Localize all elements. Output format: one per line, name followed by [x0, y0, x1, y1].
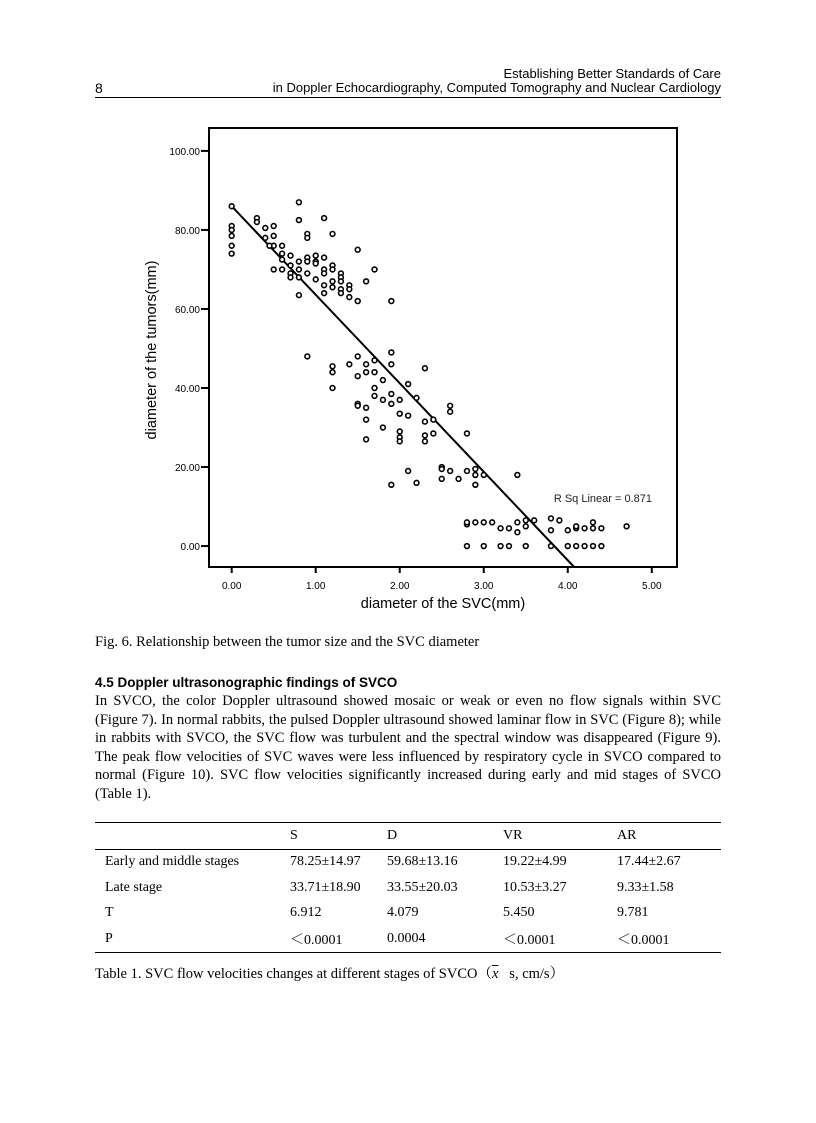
section-heading: 4.5 Doppler ultrasonographic findings of SVCO — [95, 675, 398, 690]
data-point — [490, 520, 495, 525]
data-point — [347, 295, 352, 300]
table-cell: 33.55±20.03 — [387, 879, 458, 895]
data-point — [465, 469, 470, 474]
data-point — [381, 397, 386, 402]
table-caption — [95, 962, 564, 983]
data-point — [280, 243, 285, 248]
data-point — [591, 544, 596, 549]
data-point — [305, 271, 310, 276]
data-table — [95, 822, 721, 953]
data-point — [591, 526, 596, 531]
data-point — [322, 216, 327, 221]
table-header — [95, 823, 290, 850]
data-point — [364, 417, 369, 422]
data-point — [297, 267, 302, 272]
x-tick-label: 5.00 — [642, 581, 662, 592]
table-cell: Late stage — [105, 879, 163, 895]
data-point — [297, 218, 302, 223]
data-point — [263, 235, 268, 240]
x-tick-label: 2.00 — [389, 581, 410, 592]
table-row — [95, 875, 721, 901]
data-point — [355, 374, 360, 379]
data-point — [431, 431, 436, 436]
data-point — [372, 370, 377, 375]
y-tick-label: 20.00 — [174, 463, 200, 475]
data-point — [439, 467, 444, 472]
data-point — [456, 476, 461, 481]
data-point — [565, 528, 570, 533]
data-point — [565, 544, 570, 549]
x-tick-label: 1.00 — [305, 581, 326, 592]
table-cell: 10.53±3.27 — [503, 879, 567, 895]
table-row — [95, 901, 721, 927]
data-point — [355, 354, 360, 359]
data-point — [229, 204, 234, 209]
data-point — [582, 544, 587, 549]
data-point — [465, 520, 470, 525]
data-point — [229, 233, 234, 238]
y-tick-label: 40.00 — [174, 384, 200, 396]
table-cell: 19.22±4.99 — [503, 854, 567, 870]
data-point — [498, 544, 503, 549]
y-axis-label: diameter of the tumors(mm) — [144, 260, 160, 440]
x-tick-label: 4.00 — [558, 581, 578, 592]
data-point — [481, 473, 486, 478]
table-header: S — [290, 827, 298, 843]
data-point — [330, 279, 335, 284]
x-axis-label: diameter of the SVC(mm) — [360, 596, 526, 612]
data-point — [364, 279, 369, 284]
data-point — [297, 200, 302, 205]
data-point — [465, 431, 470, 436]
data-point — [481, 520, 486, 525]
data-point — [288, 263, 293, 268]
data-point — [280, 251, 285, 256]
data-point — [549, 516, 554, 521]
data-point — [372, 386, 377, 391]
table-cell: T — [105, 905, 114, 921]
table-cell: 59.68±13.16 — [387, 854, 458, 870]
table-cell: 6.912 — [290, 905, 322, 921]
figure-caption: Fig. 6. Relationship between the tumor size and the SVC diameter — [95, 634, 480, 650]
x-tick-label: 3.00 — [474, 581, 494, 592]
data-point — [355, 247, 360, 252]
data-point — [397, 411, 402, 416]
table-cell: P — [105, 930, 113, 946]
data-point — [372, 267, 377, 272]
data-point — [473, 520, 478, 525]
data-point — [280, 267, 285, 272]
table-header: AR — [617, 827, 637, 843]
data-point — [339, 291, 344, 296]
table-caption-text: Table 1. SVC flow velocities changes at different stages of SVCO（ — [95, 966, 492, 982]
data-point — [473, 482, 478, 487]
data-point — [330, 370, 335, 375]
data-point — [229, 251, 234, 256]
data-point — [263, 226, 268, 231]
data-point — [364, 370, 369, 375]
data-point — [414, 480, 419, 485]
data-point — [280, 257, 285, 262]
header-line-1: Establishing Better Standards of Care — [503, 66, 721, 81]
table-cell: 5.450 — [503, 905, 535, 921]
data-point — [322, 255, 327, 260]
data-point — [507, 544, 512, 549]
data-point — [229, 228, 234, 233]
data-point — [498, 526, 503, 531]
data-point — [347, 362, 352, 367]
data-point — [448, 409, 453, 414]
table-cell: 9.33±1.58 — [617, 879, 674, 895]
data-point — [305, 354, 310, 359]
data-point — [330, 386, 335, 391]
data-point — [389, 362, 394, 367]
data-point — [389, 482, 394, 487]
data-point — [381, 378, 386, 383]
data-point — [271, 233, 276, 238]
data-point — [397, 429, 402, 434]
y-tick-label: 0.00 — [180, 542, 200, 554]
data-point — [313, 253, 318, 258]
data-point — [423, 433, 428, 438]
data-point — [523, 518, 528, 523]
table-cell: 0.0004 — [387, 930, 426, 946]
y-tick-label: 80.00 — [174, 225, 200, 237]
data-point — [431, 417, 436, 422]
table-header-row — [95, 823, 721, 850]
data-point — [381, 425, 386, 430]
data-point — [574, 524, 579, 529]
data-point — [364, 362, 369, 367]
data-point — [229, 243, 234, 248]
data-point — [549, 544, 554, 549]
data-point — [523, 544, 528, 549]
table-cell: ＜0.0001 — [617, 932, 670, 948]
data-point — [414, 395, 419, 400]
data-point — [355, 403, 360, 408]
section-paragraph: In SVCO, the color Doppler ultrasound showed mosaic or weak or even no flow signals within SVC (Figure 7). In normal rabbits, the pulsed Doppler ultrasound showed laminar flow in SVC (Figure 8); while in rabbits with SVCO, the SVC flow was turbulent and the spectral window was disappeared (Figure 9). The peak flow velocities of SVC waves were less influenced by respiratory cycle in SVCO compared to normal (Figure 10). SVC flow velocities significantly increased during early and mid stages of SVCO (Table 1). — [95, 693, 721, 802]
data-point — [372, 358, 377, 363]
data-point — [557, 518, 562, 523]
data-point — [406, 382, 411, 387]
data-point — [624, 524, 629, 529]
data-point — [267, 243, 272, 248]
data-point — [423, 419, 428, 424]
data-point — [288, 253, 293, 258]
data-point — [330, 364, 335, 369]
table-row — [95, 926, 721, 952]
data-point — [515, 520, 520, 525]
data-point — [271, 267, 276, 272]
data-point — [532, 518, 537, 523]
table-cell: 17.44±2.67 — [617, 854, 681, 870]
page-number: 8 — [95, 80, 103, 96]
table-header: D — [387, 827, 398, 843]
y-tick-label: 100.00 — [169, 146, 200, 158]
data-point — [355, 299, 360, 304]
data-point — [515, 530, 520, 535]
mean-symbol: $\overline{x}$ — [491, 966, 499, 982]
table-cell: ＜0.0001 — [503, 932, 556, 948]
data-point — [473, 467, 478, 472]
data-point — [297, 293, 302, 298]
data-point — [574, 544, 579, 549]
data-point — [582, 526, 587, 531]
data-point — [389, 392, 394, 397]
data-point — [423, 439, 428, 444]
data-point — [406, 413, 411, 418]
data-point — [364, 437, 369, 442]
data-point — [364, 405, 369, 410]
data-point — [372, 394, 377, 399]
data-point — [549, 528, 554, 533]
data-point — [271, 224, 276, 229]
table-cell: 9.781 — [617, 905, 649, 921]
data-point — [254, 220, 259, 225]
data-point — [305, 235, 310, 240]
data-point — [305, 259, 310, 264]
data-point — [397, 397, 402, 402]
table-cell: 78.25±14.97 — [290, 854, 361, 870]
y-tick-label: 60.00 — [174, 304, 200, 316]
table-cell: 33.71±18.90 — [290, 879, 361, 895]
data-point — [481, 544, 486, 549]
data-point — [473, 473, 478, 478]
data-point — [448, 469, 453, 474]
data-point — [347, 287, 352, 292]
table-cell: 4.079 — [387, 905, 419, 921]
data-point — [297, 259, 302, 264]
data-point — [322, 271, 327, 276]
data-point — [389, 401, 394, 406]
x-tick-label: 0.00 — [221, 581, 242, 592]
data-point — [448, 403, 453, 408]
data-point — [465, 544, 470, 549]
table-cell: ＜0.0001 — [290, 932, 343, 948]
data-point — [599, 526, 604, 531]
data-point — [330, 231, 335, 236]
data-point — [439, 476, 444, 481]
data-point — [389, 299, 394, 304]
data-point — [523, 524, 528, 529]
data-point — [397, 439, 402, 444]
data-point — [507, 526, 512, 531]
data-point — [423, 366, 428, 371]
data-point — [591, 520, 596, 525]
table-caption-units: s, cm/s） — [498, 966, 565, 982]
r-squared-annotation: R Sq Linear = 0.871 — [553, 493, 652, 505]
data-point — [322, 291, 327, 296]
data-point — [515, 473, 520, 478]
data-point — [297, 275, 302, 280]
data-point — [288, 275, 293, 280]
data-point — [330, 285, 335, 290]
table-header: VR — [503, 827, 523, 843]
table-cell: Early and middle stages — [105, 854, 240, 870]
data-point — [313, 277, 318, 282]
data-point — [330, 267, 335, 272]
data-point — [339, 279, 344, 284]
table-row — [95, 849, 721, 875]
data-point — [322, 283, 327, 288]
data-point — [406, 469, 411, 474]
data-point — [599, 544, 604, 549]
data-point — [389, 350, 394, 355]
header-line-2: in Doppler Echocardiography, Computed Tomography and Nuclear Cardiology — [272, 80, 721, 95]
data-point — [313, 261, 318, 266]
